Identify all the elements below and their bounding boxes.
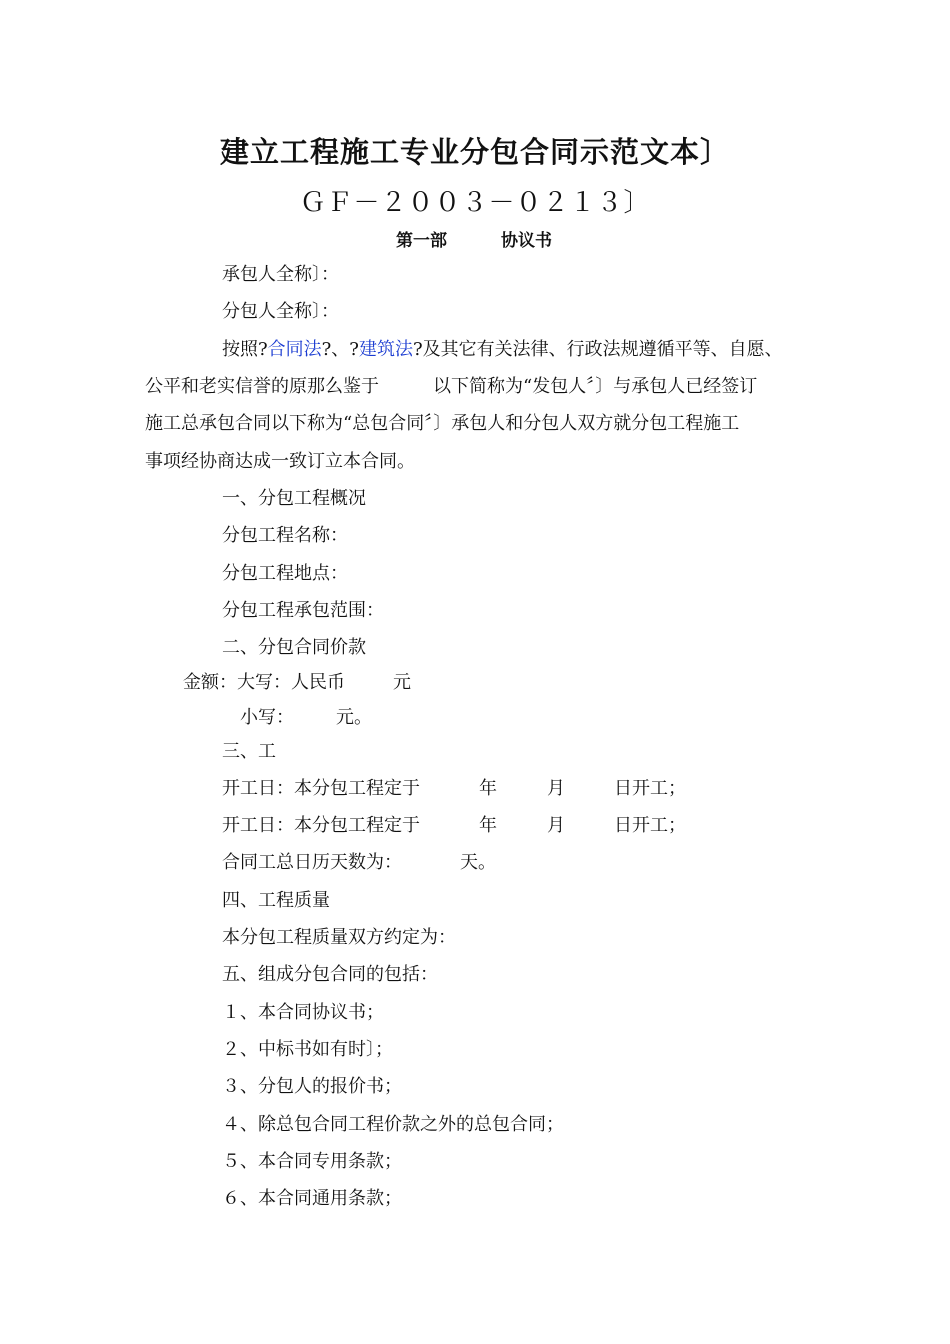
- contract-item: ３、分包人的报价书；: [222, 1076, 402, 1097]
- section4-heading: 四、工程质量: [222, 890, 330, 911]
- amount-lower-label: 小写：: [240, 707, 294, 728]
- amount-upper-label: 金额：大写：人民币: [183, 672, 345, 693]
- section3-heading: 三、工: [222, 741, 276, 762]
- section5-heading: 五、组成分包合同的包括：: [222, 964, 438, 985]
- start-day-2: 日开工；: [614, 815, 686, 836]
- section2-heading: 二、分包合同价款: [222, 637, 366, 658]
- contract-item: ５、本合同专用条款；: [222, 1151, 402, 1172]
- start-month-2: 月: [547, 815, 565, 836]
- intro-mid: ?、?: [321, 339, 359, 360]
- document-title: 建立工程施工专业分包合同示范文本〕: [219, 135, 730, 169]
- start-date-label-1: 开工日：本分包工程定于: [222, 778, 420, 799]
- subproject-scope-label: 分包工程承包范围：: [222, 600, 384, 621]
- contract-item: １、本合同协议书；: [222, 1002, 384, 1023]
- amount-upper-unit: 元: [393, 672, 411, 693]
- start-month-1: 月: [547, 778, 565, 799]
- part-name: 协议书: [501, 231, 552, 251]
- document-code: ＧＦ－２００３－０２１３〕: [299, 188, 651, 218]
- total-days-unit: 天。: [460, 852, 496, 873]
- contract-item: ６、本合同通用条款；: [222, 1188, 402, 1209]
- contract-law-link[interactable]: 合同法: [267, 339, 322, 360]
- total-days-label: 合同工总日历天数为：: [222, 852, 402, 873]
- intro-line-2: 公平和老实信誉的原那么鉴于 以下简称为“发包人〞〕与承包人已经签订: [145, 376, 758, 397]
- contractor-label: 承包人全称〕：: [222, 264, 339, 285]
- subproject-name-label: 分包工程名称：: [222, 525, 348, 546]
- intro-line-1: [222, 335, 783, 361]
- start-day-1: 日开工；: [614, 778, 686, 799]
- subcontractor-label: 分包人全称〕：: [222, 301, 339, 322]
- intro-suffix: ?及其它有关法律、行政法规遵循平等、自愿、: [412, 339, 783, 360]
- section1-heading: 一、分包工程概况: [222, 488, 366, 509]
- start-date-label-2: 开工日：本分包工程定于: [222, 815, 420, 836]
- part-label: 第一部: [396, 231, 447, 251]
- contract-item: ４、除总包合同工程价款之外的总包合同；: [222, 1114, 564, 1135]
- intro-line-3: 施工总承包合同以下称为“总包合同〞〕承包人和分包人双方就分包工程施工: [145, 413, 740, 434]
- intro-prefix: 按照?: [222, 339, 268, 360]
- start-year-2: 年: [479, 815, 497, 836]
- amount-lower-unit: 元。: [336, 707, 372, 728]
- subproject-location-label: 分包工程地点：: [222, 563, 348, 584]
- contract-item: ２、中标书如有时〕；: [222, 1039, 393, 1060]
- construction-law-link[interactable]: 建筑法: [358, 339, 413, 360]
- start-year-1: 年: [479, 778, 497, 799]
- intro-line-4: 事项经协商达成一致订立本合同。: [145, 451, 415, 472]
- quality-text: 本分包工程质量双方约定为：: [222, 927, 456, 948]
